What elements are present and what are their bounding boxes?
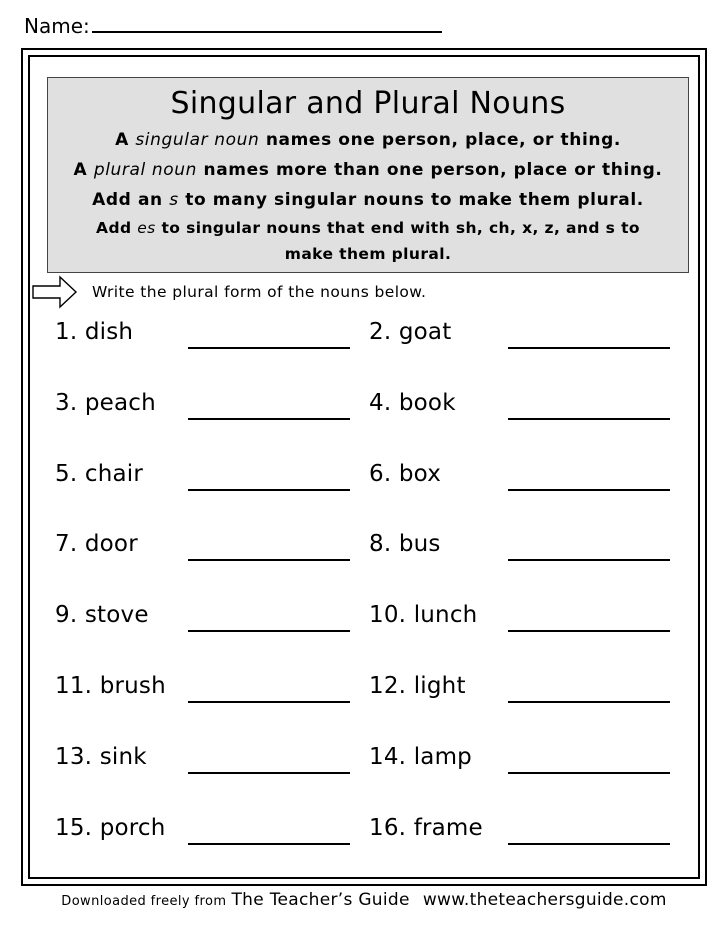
item-row [30, 673, 702, 713]
answer-blank[interactable] [508, 630, 670, 632]
term-plural: plural noun [93, 160, 197, 180]
answer-blank[interactable] [188, 701, 350, 703]
noun-item: 8. bus [369, 531, 441, 558]
noun-item: 6. box [369, 460, 442, 487]
footer-url[interactable]: www.theteachersguide.com [422, 890, 667, 910]
item-row [30, 815, 702, 855]
noun-item: 15. porch [55, 814, 166, 841]
noun-item: 7. door [55, 531, 138, 558]
noun-item: 13. sink [55, 743, 147, 770]
name-label: Name: [24, 14, 90, 38]
name-field[interactable] [24, 14, 442, 38]
rules-box [47, 77, 689, 273]
noun-item: 10. lunch [369, 602, 478, 629]
noun-item: 2. goat [369, 319, 452, 345]
term-es: es [137, 219, 156, 237]
answer-blank[interactable] [188, 843, 350, 845]
worksheet-inner-border [28, 55, 700, 879]
noun-item: 11. brush [55, 673, 166, 699]
answer-blank[interactable] [188, 630, 350, 632]
instructions: Write the plural form of the nouns below. [92, 283, 427, 301]
answer-blank[interactable] [508, 347, 670, 349]
answer-blank[interactable] [508, 418, 670, 420]
noun-item: 4. book [369, 389, 456, 416]
item-row [30, 531, 702, 571]
instruction-row [32, 275, 632, 311]
footer-prefix: Downloaded freely from [61, 894, 227, 909]
answer-blank[interactable] [188, 418, 350, 420]
noun-item: 12. light [369, 673, 466, 699]
item-row [30, 461, 702, 501]
answer-blank[interactable] [508, 772, 670, 774]
rule-singular: A singular noun names one person, place, or thing. [115, 130, 621, 150]
rule-add-s: Add an s to many singular nouns to make them plural. [92, 190, 644, 210]
noun-item: 9. stove [55, 602, 149, 629]
noun-item: 3. peach [55, 389, 156, 416]
item-row [30, 319, 702, 359]
answer-blank[interactable] [508, 489, 670, 491]
noun-item: 5. chair [55, 460, 144, 487]
answer-blank[interactable] [188, 772, 350, 774]
noun-item: 16. frame [369, 814, 483, 841]
answer-blank[interactable] [188, 559, 350, 561]
rule-add-es: Add es to singular nouns that end with sh, ch, x, z, and s to make them plural. [96, 219, 640, 263]
footer [0, 890, 728, 910]
item-row [30, 602, 702, 642]
answer-blank[interactable] [188, 347, 350, 349]
term-singular: singular noun [135, 130, 260, 150]
rule-plural: A plural noun names more than one person, place or thing. [73, 160, 663, 180]
item-row [30, 390, 702, 430]
answer-blank[interactable] [508, 559, 670, 561]
term-s: s [169, 190, 179, 210]
footer-source: The Teacher’s Guide [231, 890, 410, 910]
worksheet-border [21, 48, 707, 886]
noun-item: 14. lamp [369, 743, 472, 770]
noun-item: 1. dish [55, 319, 134, 345]
item-row [30, 744, 702, 784]
answer-blank[interactable] [188, 489, 350, 491]
answer-blank[interactable] [508, 701, 670, 703]
arrow-right-icon [32, 275, 78, 309]
name-blank-line[interactable] [92, 15, 442, 33]
answer-blank[interactable] [508, 843, 670, 845]
worksheet-title: Singular and Plural Nouns [170, 86, 566, 121]
